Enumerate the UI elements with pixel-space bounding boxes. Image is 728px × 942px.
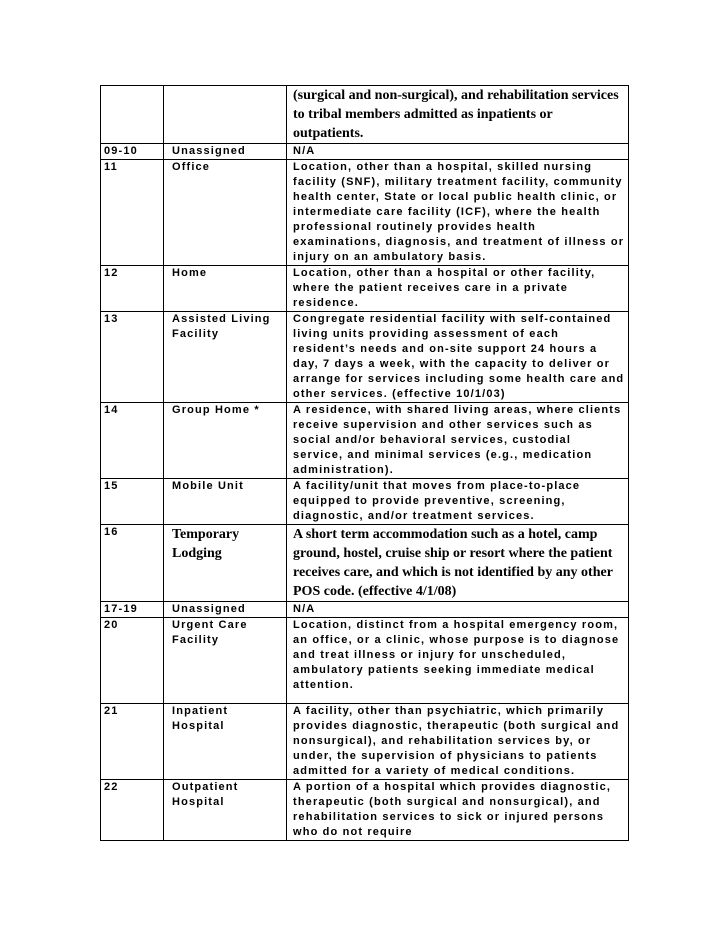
- table-row: [101, 160, 629, 266]
- pos-description: Location, other than a hospital or other facility, where the patient receives care in a private residence.: [287, 266, 629, 312]
- pos-code: 11: [101, 160, 164, 266]
- pos-description: N/A: [287, 144, 629, 160]
- table-row: [101, 144, 629, 160]
- table-row: [101, 86, 629, 144]
- table-row: [101, 704, 629, 780]
- pos-description: A facility/unit that moves from place-to-place equipped to provide preventive, screening, diagnostic, and/or treatment services.: [287, 479, 629, 525]
- table-row: [101, 525, 629, 602]
- pos-code: 09-10: [101, 144, 164, 160]
- table-row: [101, 312, 629, 403]
- pos-code: 17-19: [101, 602, 164, 618]
- pos-code: 12: [101, 266, 164, 312]
- pos-name: Temporary Lodging: [164, 525, 287, 602]
- table-row: [101, 618, 629, 704]
- table-row: [101, 780, 629, 841]
- pos-code: 13: [101, 312, 164, 403]
- pos-code: 14: [101, 403, 164, 479]
- pos-code: [101, 86, 164, 144]
- place-of-service-table: [100, 85, 629, 841]
- pos-description: N/A: [287, 602, 629, 618]
- pos-code: 15: [101, 479, 164, 525]
- pos-description: A portion of a hospital which provides diagnostic, therapeutic (both surgical and nonsurgical), and rehabilitation services to sick or injured persons who do not require: [287, 780, 629, 841]
- pos-name: Home: [164, 266, 287, 312]
- pos-name: Outpatient Hospital: [164, 780, 287, 841]
- pos-description: A short term accommodation such as a hotel, camp ground, hostel, cruise ship or resort where the patient receives care, and which is not identified by any other POS code. (effective 4/1/08): [287, 525, 629, 602]
- pos-name: Assisted Living Facility: [164, 312, 287, 403]
- pos-code: 20: [101, 618, 164, 704]
- pos-name: Inpatient Hospital: [164, 704, 287, 780]
- pos-description: A facility, other than psychiatric, which primarily provides diagnostic, therapeutic (both surgical and nonsurgical), and rehabilitation services by, or under, the supervision of physicians to patients admitted for a variety of medical conditions.: [287, 704, 629, 780]
- pos-description: A residence, with shared living areas, where clients receive supervision and other services such as social and/or behavioral services, custodial service, and minimal services (e.g., medication administration).: [287, 403, 629, 479]
- pos-name: Office: [164, 160, 287, 266]
- table-row: [101, 602, 629, 618]
- pos-name: Unassigned: [164, 144, 287, 160]
- table-row: [101, 266, 629, 312]
- pos-name: Mobile Unit: [164, 479, 287, 525]
- pos-description: (surgical and non-surgical), and rehabilitation services to tribal members admitted as inpatients or outpatients.: [287, 86, 629, 144]
- pos-name: [164, 86, 287, 144]
- pos-description: Congregate residential facility with self-contained living units providing assessment of each resident’s needs and on-site support 24 hours a day, 7 days a week, with the capacity to deliver or arrange for services including some health care and other services. (effective 10/1/03): [287, 312, 629, 403]
- pos-name: Urgent Care Facility: [164, 618, 287, 704]
- pos-code: 16: [101, 525, 164, 602]
- table-row: [101, 479, 629, 525]
- pos-name: Group Home *: [164, 403, 287, 479]
- pos-name: Unassigned: [164, 602, 287, 618]
- pos-description: Location, other than a hospital, skilled nursing facility (SNF), military treatment facility, community health center, State or local public health clinic, or intermediate care facility (ICF), where the health professional routinely provides health examinations, diagnosis, and treatment of illness or injury on an ambulatory basis.: [287, 160, 629, 266]
- table-row: [101, 403, 629, 479]
- pos-code: 22: [101, 780, 164, 841]
- pos-code: 21: [101, 704, 164, 780]
- pos-description: Location, distinct from a hospital emergency room, an office, or a clinic, whose purpose is to diagnose and treat illness or injury for unscheduled, ambulatory patients seeking immediate medical attention.: [287, 618, 629, 704]
